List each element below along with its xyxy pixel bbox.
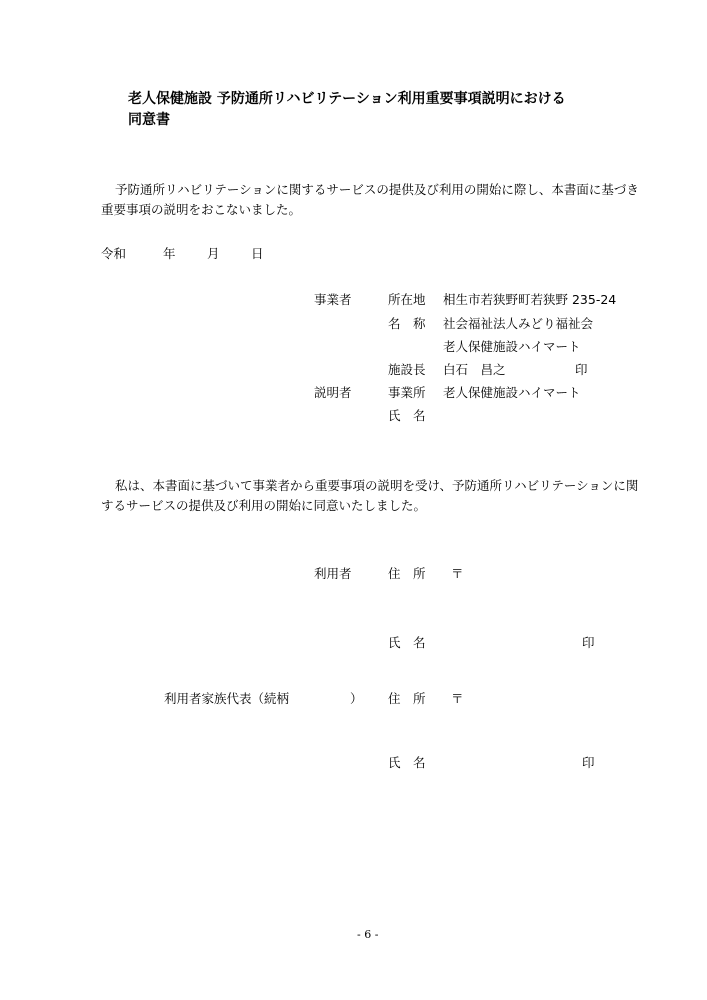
user-name-label: 氏 名 bbox=[388, 635, 426, 650]
user-seal-mark: 印 bbox=[582, 635, 595, 650]
intro-paragraph-line-1: 予防通所リハビリテーションに関するサービスの提供及び利用の開始に際し、本書面に基づき bbox=[115, 182, 639, 197]
provider-seal-mark: 印 bbox=[575, 362, 588, 377]
family-representative-label: 利用者家族代表（続柄 bbox=[164, 691, 290, 706]
family-postal-mark: 〒 bbox=[451, 691, 464, 706]
provider-name-value-1: 社会福祉法人みどり福祉会 bbox=[443, 316, 594, 331]
family-name-label: 氏 名 bbox=[388, 755, 426, 770]
provider-director-value: 白石 昌之 bbox=[443, 362, 506, 377]
document-title-line-1: 老人保健施設 予防通所リハビリテーション利用重要事項説明における bbox=[128, 91, 566, 107]
intro-paragraph-line-2: 重要事項の説明をおこないました。 bbox=[101, 202, 302, 217]
consent-paragraph-line-2: するサービスの提供及び利用の開始に同意いたしました。 bbox=[101, 498, 427, 513]
provider-address-label: 所在地 bbox=[388, 292, 426, 307]
family-relationship-close-paren: ） bbox=[350, 691, 363, 706]
document-title-line-2: 同意書 bbox=[128, 112, 170, 128]
family-seal-mark: 印 bbox=[582, 755, 595, 770]
explainer-office-value: 老人保健施設ハイマート bbox=[443, 385, 581, 400]
consent-paragraph-line-1: 私は、本書面に基づいて事業者から重要事項の説明を受け、予防通所リハビリテーションに関 bbox=[115, 478, 639, 493]
explainer-office-label: 事業所 bbox=[388, 385, 426, 400]
user-label: 利用者 bbox=[314, 566, 352, 581]
user-postal-mark: 〒 bbox=[451, 566, 464, 581]
date-year-label: 年 bbox=[163, 246, 176, 261]
provider-name-label: 名 称 bbox=[388, 316, 426, 331]
provider-name-value-2: 老人保健施設ハイマート bbox=[443, 339, 581, 354]
explainer-label: 説明者 bbox=[314, 385, 352, 400]
user-address-label: 住 所 bbox=[388, 566, 426, 581]
date-era: 令和 bbox=[101, 246, 127, 261]
date-month-label: 月 bbox=[207, 246, 220, 261]
provider-address-value: 相生市若狭野町若狭野 235-24 bbox=[443, 292, 617, 307]
provider-director-label: 施設長 bbox=[388, 362, 426, 377]
explainer-name-label: 氏 名 bbox=[388, 408, 426, 423]
provider-label: 事業者 bbox=[314, 292, 352, 307]
family-address-label: 住 所 bbox=[388, 691, 426, 706]
page-number: - 6 - bbox=[357, 928, 379, 941]
date-day-label: 日 bbox=[251, 246, 264, 261]
